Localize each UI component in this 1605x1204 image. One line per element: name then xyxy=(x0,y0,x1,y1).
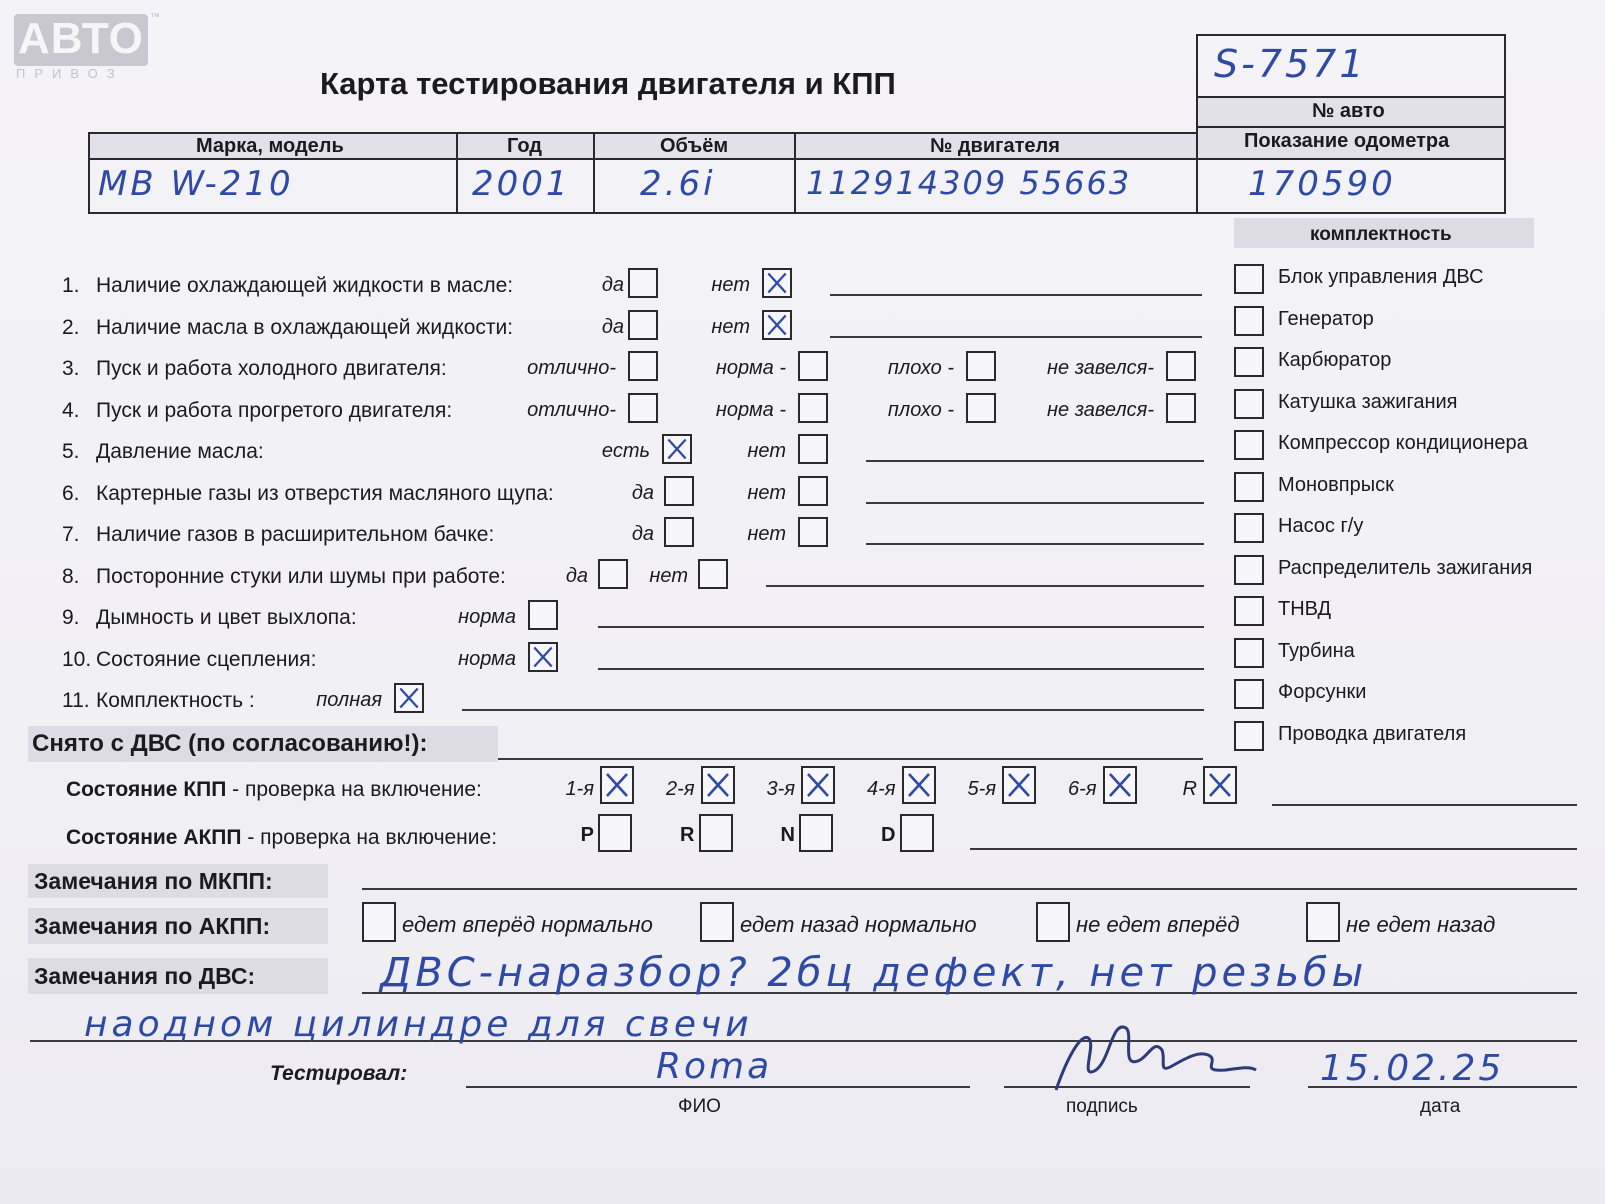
logo-text: АВТО xyxy=(18,14,144,63)
kpp-gear-checkbox[interactable] xyxy=(1002,766,1036,804)
option-checkbox[interactable] xyxy=(698,559,728,589)
signature xyxy=(1050,1010,1260,1100)
option-checkbox[interactable] xyxy=(628,351,658,381)
option-checkbox[interactable] xyxy=(664,476,694,506)
row-label: Пуск и работа прогретого двигателя: xyxy=(96,398,453,422)
option-checkbox[interactable] xyxy=(798,351,828,381)
kpp-gear-checkbox[interactable] xyxy=(701,766,735,804)
akpp-gear-checkbox[interactable] xyxy=(900,814,934,852)
akpp-remark-label: едет назад нормально xyxy=(740,912,977,937)
row-label: Картерные газы из отверстия масляного щупа: xyxy=(96,481,554,505)
mkpp-remarks-line xyxy=(362,888,1577,890)
option-label: да xyxy=(631,523,654,545)
logo-tm: ™ xyxy=(150,12,160,23)
row-label: Посторонние стуки или шумы при работе: xyxy=(96,564,506,588)
option-checkbox[interactable] xyxy=(664,517,694,547)
option-label: да xyxy=(601,315,624,338)
kpp-gear-label: R xyxy=(1182,778,1197,800)
komplekt-item-label: Блок управления ДВС xyxy=(1278,266,1484,288)
option-checkbox[interactable] xyxy=(798,476,828,506)
row-number: 9. xyxy=(62,606,80,629)
kpp-gear-checkbox[interactable] xyxy=(1203,766,1237,804)
engine-number-value: 112914309 55663 xyxy=(806,164,1132,202)
kpp-gear-label: 3-я xyxy=(766,778,795,800)
komplekt-item-label: Моновпрыск xyxy=(1278,473,1394,496)
option-checkbox[interactable] xyxy=(394,683,424,713)
option-label: отлично- xyxy=(527,398,616,421)
komplekt-checkbox[interactable] xyxy=(1234,306,1264,336)
row-label: Наличие газов в расширительном бачке: xyxy=(96,523,495,546)
row-number: 5. xyxy=(62,440,80,463)
option-label: нет xyxy=(711,274,750,296)
komplekt-item-label: Генератор xyxy=(1278,307,1374,330)
akpp-remark-label: не едет вперёд xyxy=(1076,912,1240,937)
row-number: 8. xyxy=(62,564,80,588)
logo-subtext: ПРИВОЗ xyxy=(16,66,124,81)
akpp-remark-checkbox[interactable] xyxy=(362,902,396,942)
akpp-gear-checkbox[interactable] xyxy=(799,814,833,852)
komplekt-title: комплектность xyxy=(1310,224,1452,245)
option-label: не завелся- xyxy=(1047,398,1154,421)
option-label: нет xyxy=(649,564,688,587)
option-label: норма - xyxy=(715,357,786,379)
akpp-line xyxy=(970,848,1577,850)
row-notes-line xyxy=(866,543,1204,545)
row-notes-line xyxy=(866,502,1204,504)
row-number: 4. xyxy=(62,398,80,422)
model-value: MB W-210 xyxy=(98,164,294,204)
row-label: Наличие охлаждающей жидкости в масле: xyxy=(96,274,514,297)
option-checkbox[interactable] xyxy=(762,268,792,298)
komplekt-checkbox[interactable] xyxy=(1234,389,1264,419)
akpp-gear-checkbox[interactable] xyxy=(598,814,632,852)
row-label: Наличие масла в охлаждающей жидкости: xyxy=(96,315,514,339)
row-number: 2. xyxy=(62,315,80,339)
row-number: 3. xyxy=(62,357,80,380)
kpp-gear-checkbox[interactable] xyxy=(801,766,835,804)
akpp-remark-checkbox[interactable] xyxy=(1306,902,1340,942)
kpp-gear-label: 6-я xyxy=(1068,778,1097,800)
option-checkbox[interactable] xyxy=(966,351,996,381)
odometer-value: 170590 xyxy=(1248,164,1396,204)
row-number: 1. xyxy=(62,274,80,297)
row-label: Давление масла: xyxy=(96,440,264,463)
kpp-gear-label: 4-я xyxy=(867,778,896,800)
dvs-remarks-text-1: ДВС-наразбор? 2бц дефект, нет резьбы xyxy=(380,950,1368,996)
row-number: 6. xyxy=(62,481,80,505)
sign-caption: подпись xyxy=(1066,1096,1138,1117)
akpp-remarks-label: Замечания по АКПП: xyxy=(34,913,271,939)
komplekt-item-label: Насос г/у xyxy=(1278,515,1364,537)
kpp-gear-label: 2-я xyxy=(666,778,695,800)
komplekt-item-label: ТНВД xyxy=(1278,598,1332,620)
akpp-gear-checkbox[interactable] xyxy=(699,814,733,852)
kpp-gear-checkbox[interactable] xyxy=(1103,766,1137,804)
akpp-gear-label: R xyxy=(680,824,695,846)
option-checkbox[interactable] xyxy=(798,434,828,464)
akpp-gear-label: N xyxy=(780,824,795,846)
option-checkbox[interactable] xyxy=(966,393,996,423)
komplekt-item-label: Распределитель зажигания xyxy=(1278,556,1533,579)
page-title: Карта тестирования двигателя и КПП xyxy=(320,66,896,101)
akpp-remark-label: не едет назад xyxy=(1346,912,1496,937)
option-checkbox[interactable] xyxy=(798,393,828,423)
row-number: 10. xyxy=(62,647,92,671)
akpp-gear-label: P xyxy=(580,824,594,846)
option-label: норма - xyxy=(715,398,786,421)
row-notes-line xyxy=(830,294,1202,296)
option-checkbox[interactable] xyxy=(1166,351,1196,381)
row-label: Комплектность : xyxy=(96,689,255,712)
option-checkbox[interactable] xyxy=(1166,393,1196,423)
mkpp-remarks-label: Замечания по МКПП: xyxy=(34,868,273,894)
komplekt-checkbox[interactable] xyxy=(1234,513,1264,543)
komplekt-checkbox[interactable] xyxy=(1234,596,1264,626)
date-caption: дата xyxy=(1420,1096,1461,1117)
option-label: норма xyxy=(458,647,516,670)
header-odometer-label: Показание одометра xyxy=(1244,130,1450,152)
row-notes-line xyxy=(598,668,1204,670)
option-label: да xyxy=(601,274,624,296)
komplekt-item-label: Катушка зажигания xyxy=(1278,390,1458,413)
kpp-gear-label: 1-я xyxy=(565,778,594,800)
option-checkbox[interactable] xyxy=(598,559,628,589)
komplekt-item-label: Турбина xyxy=(1278,639,1355,662)
header-model-label: Марка, модель xyxy=(196,135,344,157)
row-notes-line xyxy=(830,336,1202,338)
fio-caption: ФИО xyxy=(678,1096,721,1117)
option-label: нет xyxy=(747,440,786,462)
option-label: нет xyxy=(711,315,750,338)
option-checkbox[interactable] xyxy=(528,642,558,672)
row-notes-line xyxy=(766,585,1204,587)
option-checkbox[interactable] xyxy=(528,600,558,630)
option-checkbox[interactable] xyxy=(662,434,692,464)
kpp-gear-checkbox[interactable] xyxy=(902,766,936,804)
akpp-remark-checkbox[interactable] xyxy=(700,902,734,942)
kpp-gear-checkbox[interactable] xyxy=(600,766,634,804)
kpp-line xyxy=(1272,804,1577,806)
kpp-gear-label: 5-я xyxy=(967,778,996,800)
removed-line xyxy=(498,758,1203,760)
row-notes-line xyxy=(462,709,1204,711)
akpp-remark-checkbox[interactable] xyxy=(1036,902,1070,942)
akpp-remark-label: едет вперёд нормально xyxy=(402,912,653,937)
komplekt-checkbox[interactable] xyxy=(1234,721,1264,751)
akpp-gear-label: D xyxy=(881,824,896,846)
option-label: да xyxy=(631,481,654,504)
header-volume-label: Объём xyxy=(660,135,729,157)
option-label: плохо - xyxy=(887,398,954,421)
komplekt-item-label: Проводка двигателя xyxy=(1278,722,1467,745)
option-label: есть xyxy=(601,440,650,462)
tester-name: Roma xyxy=(656,1046,773,1087)
auto-number-value: S-7571 xyxy=(1214,42,1367,86)
komplekt-checkbox[interactable] xyxy=(1234,347,1264,377)
option-checkbox[interactable] xyxy=(762,310,792,340)
dvs-remarks-text-2: наодном цилиндре для свечи xyxy=(84,1004,753,1045)
option-label: норма xyxy=(458,606,516,628)
komplekt-checkbox[interactable] xyxy=(1234,264,1264,294)
option-checkbox[interactable] xyxy=(798,517,828,547)
komplekt-item-label: Компрессор кондиционера xyxy=(1278,432,1528,454)
komplekt-checkbox[interactable] xyxy=(1234,472,1264,502)
komplekt-item-label: Форсунки xyxy=(1278,681,1367,703)
komplekt-checkbox[interactable] xyxy=(1234,638,1264,668)
tested-label: Тестировал: xyxy=(270,1062,408,1085)
dvs-remarks-label: Замечания по ДВС: xyxy=(34,963,256,989)
header-year-label: Год xyxy=(507,135,542,157)
option-checkbox[interactable] xyxy=(628,393,658,423)
row-notes-line xyxy=(598,626,1204,628)
akpp-label: Состояние АКПП - проверка на включение: xyxy=(66,826,498,849)
komplekt-checkbox[interactable] xyxy=(1234,430,1264,460)
option-label: нет xyxy=(747,523,786,545)
test-date: 15.02.25 xyxy=(1320,1048,1505,1089)
komplekt-checkbox[interactable] xyxy=(1234,679,1264,709)
header-engine-label: № двигателя xyxy=(930,135,1060,157)
option-label: отлично- xyxy=(527,357,616,379)
option-label: плохо - xyxy=(887,357,954,379)
row-notes-line xyxy=(866,460,1204,462)
volume-value: 2.6i xyxy=(640,164,716,204)
kpp-label: Состояние КПП - проверка на включение: xyxy=(66,778,482,801)
row-number: 11. xyxy=(62,689,90,712)
komplekt-checkbox[interactable] xyxy=(1234,555,1264,585)
auto-label: № авто xyxy=(1312,100,1385,122)
row-label: Дымность и цвет выхлопа: xyxy=(96,606,357,629)
row-label: Пуск и работа холодного двигателя: xyxy=(96,357,447,380)
year-value: 2001 xyxy=(472,164,571,204)
row-label: Состояние сцепления: xyxy=(96,647,317,671)
option-checkbox[interactable] xyxy=(628,310,658,340)
removed-label: Снято с ДВС (по согласованию!): xyxy=(32,730,428,757)
option-label: не завелся- xyxy=(1047,357,1154,379)
option-label: полная xyxy=(316,689,382,711)
row-number: 7. xyxy=(62,523,80,546)
option-label: да xyxy=(565,564,588,587)
option-label: нет xyxy=(747,481,786,504)
komplekt-item-label: Карбюратор xyxy=(1278,349,1392,371)
option-checkbox[interactable] xyxy=(628,268,658,298)
